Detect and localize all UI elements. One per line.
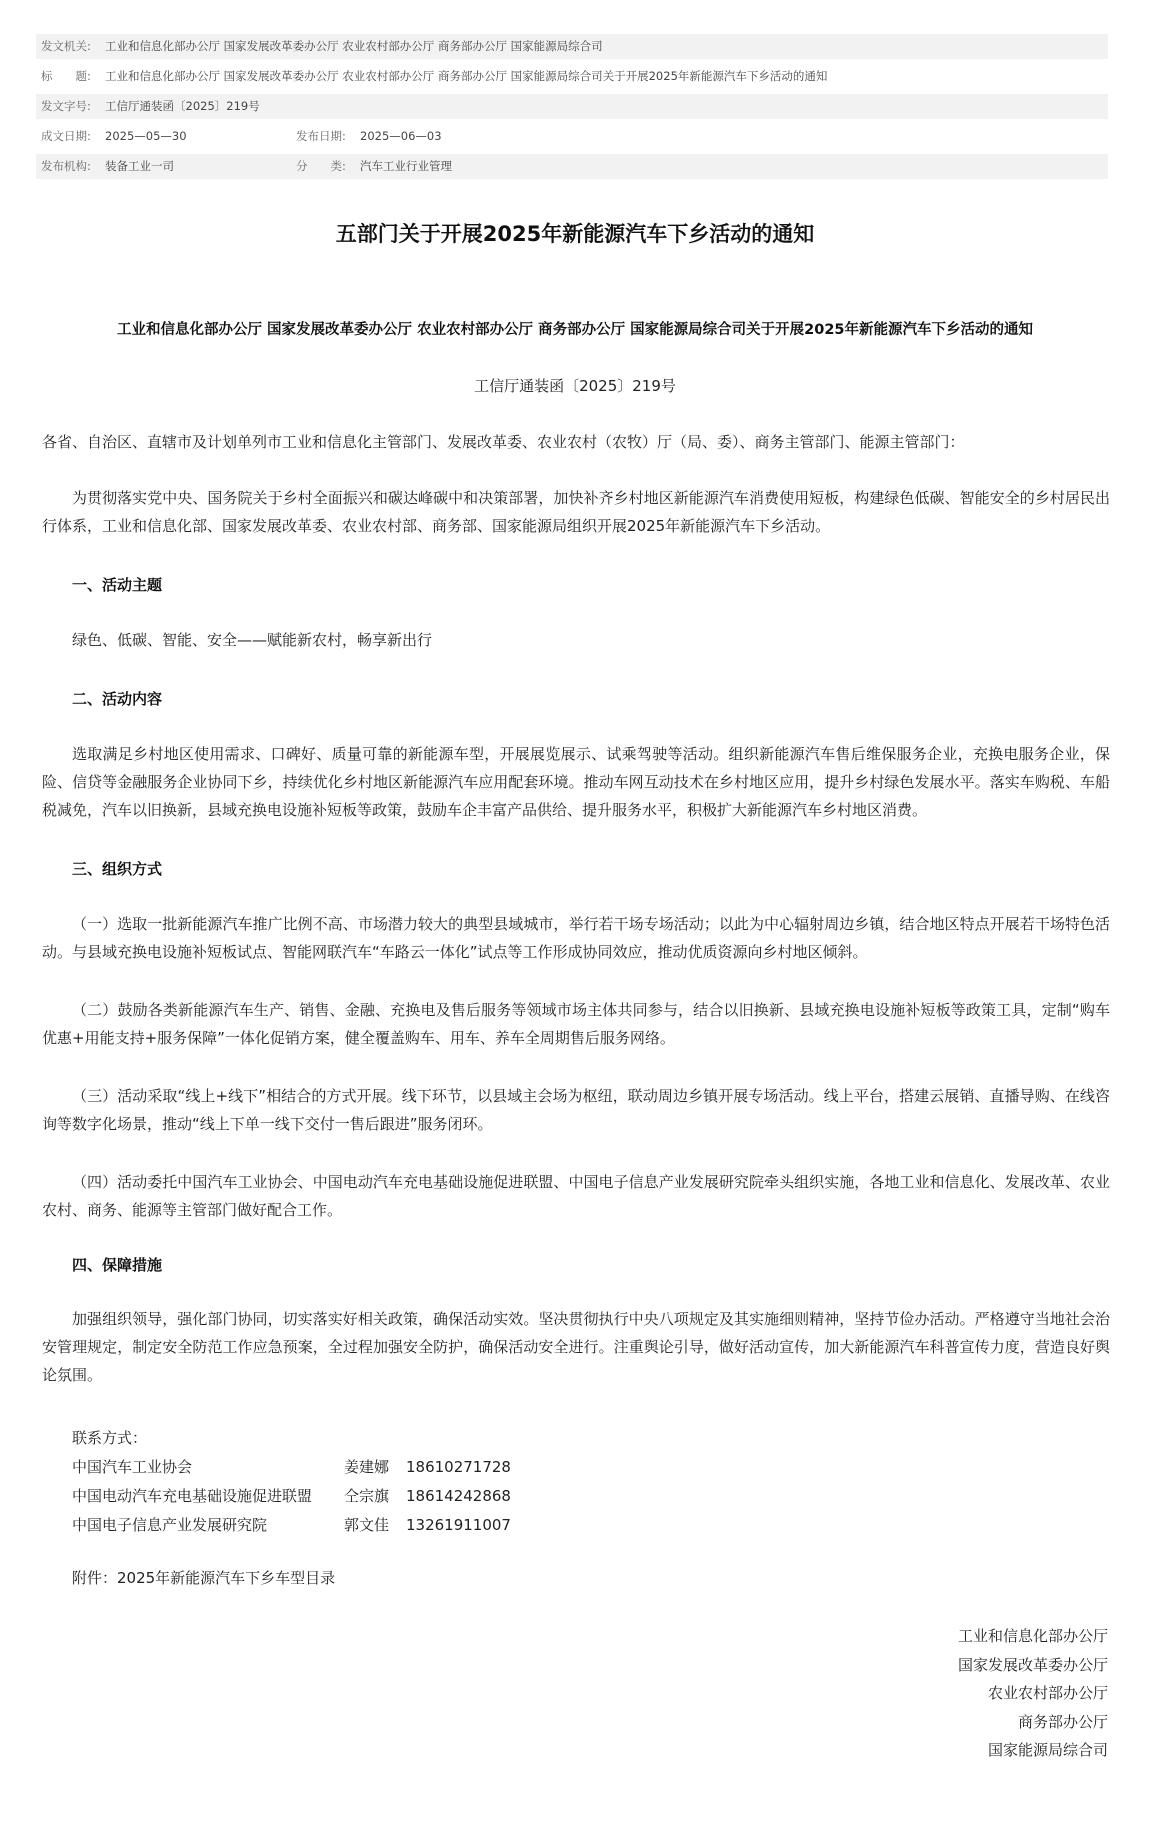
document-subtitle: 工业和信息化部办公厅 国家发展改革委办公厅 农业农村部办公厅 商务部办公厅 国家能源局综合司关于开展2025年新能源汽车下乡活动的通知: [116, 322, 1034, 338]
signatory-mofcom: 商务部办公厅: [1017, 1712, 1108, 1731]
page-title: 五部门关于开展2025年新能源汽车下乡活动的通知: [335, 222, 815, 246]
salutation: 各省、自治区、直辖市及计划单列市工业和信息化主管部门、发展改革委、农业农村（农牧）厅（局、委）、商务主管部门、能源主管部门：: [42, 433, 965, 451]
guarantee-paragraph: 加强组织领导，强化部门协同，切实落实好相关政策，确保活动实效。坚决贯彻执行中央八项规定及其实施细则精神，坚持节俭办活动。严格遵守当地社会治安管理规定，制定安全防范工作应急预案，全过程加强安全防护，确保活动安全进行。注重舆论引导，做好活动宣传，加大新能源汽车科普宣传力度，营造良好舆论氛围。: [42, 1310, 1110, 1384]
signatory-block: [958, 1622, 1108, 1765]
issuer-value: 工业和信息化部办公厅 国家发展改革委办公厅 农业农村部办公厅 商务部办公厅 国家能源局综合司: [105, 39, 603, 53]
meta-row-dates: [36, 124, 1108, 149]
organization-item-1: （一）选取一批新能源汽车推广比例不高、市场潜力较大的典型县域城市，举行若干场专场活动；以此为中心辐射周边乡镇，结合地区特点开展若干场特色活动。与县域充换电设施补短板试点、智能网联汽车“车路云一体化”试点等工作形成协同效应，推动优质资源向乡村地区倾斜。: [42, 915, 1110, 961]
publishing-org-value: 装备工业一司: [105, 159, 174, 173]
contact-phone: 18610271728: [406, 1458, 511, 1476]
contacts-block: [72, 1424, 511, 1540]
contact-org: 中国电动汽车充电基础设施促进联盟: [72, 1487, 313, 1505]
category-value: 汽车工业行业管理: [360, 159, 452, 173]
organization-item-4: （四）活动委托中国汽车工业协会、中国电动汽车充电基础设施促进联盟、中国电子信息产业发展研究院牵头组织实施，各地工业和信息化、发展改革、农业农村、商务、能源等主管部门做好配合工作。: [42, 1173, 1110, 1219]
contact-org: 中国汽车工业协会: [72, 1458, 193, 1476]
content-paragraph: 选取满足乡村地区使用需求、口碑好、质量可靠的新能源车型，开展展览展示、试乘驾驶等活动。组织新能源汽车售后维保服务企业，充换电服务企业，保险、信贷等金融服务企业协同下乡，持续优化乡村地区新能源汽车应用配套环境。推动车网互动技术在乡村地区应用，提升乡村绿色发展水平。落实车购税、车船税减免，汽车以旧换新，县域充换电设施补短板等政策，鼓励车企丰富产品供给、提升服务水平，积极扩大新能源汽车乡村地区消费。: [42, 745, 1110, 819]
contact-org: 中国电子信息产业发展研究院: [72, 1516, 268, 1534]
meta-row-docno: [36, 94, 1108, 119]
created-date-value: 2025—05—30: [105, 129, 187, 143]
contact-row: [72, 1482, 511, 1511]
category-label: 分 类:: [296, 159, 346, 173]
contact-phone: 18614242868: [406, 1487, 511, 1505]
signatory-ndrc: 国家发展改革委办公厅: [957, 1655, 1108, 1674]
contact-name: 姜建娜: [344, 1458, 390, 1476]
title-label: 标 题:: [41, 69, 91, 83]
meta-row-issuer: [36, 34, 1108, 59]
contact-row: [72, 1511, 511, 1540]
theme-paragraph: 绿色、低碳、智能、安全——赋能新农村，畅享新出行: [72, 631, 433, 649]
signatory-nea: 国家能源局综合司: [987, 1741, 1108, 1759]
docno-value: 工信厅通装函〔2025〕219号: [105, 99, 260, 113]
signatory-miit: 工业和信息化部办公厅: [957, 1627, 1108, 1645]
section-heading-organization: 三、组织方式: [72, 860, 163, 878]
contact-phone: 13261911007: [406, 1516, 511, 1534]
section-heading-content: 二、活动内容: [72, 690, 163, 708]
meta-row-org: [36, 154, 1108, 179]
section-heading-theme: 一、活动主题: [72, 576, 163, 594]
document-number: 工信厅通装函〔2025〕219号: [474, 377, 676, 395]
organization-item-2: （二）鼓励各类新能源汽车生产、销售、金融、充换电及售后服务等领域市场主体共同参与，结合以旧换新、县域充换电设施补短板等政策工具，定制“购车优惠+用能支持+服务保障”一体化促销方案，健全覆盖购车、用车、养车全周期售后服务网络。: [42, 1001, 1110, 1047]
contacts-label: 联系方式：: [72, 1429, 148, 1447]
published-date-value: 2025—06—03: [360, 129, 442, 143]
title-value: 工业和信息化部办公厅 国家发展改革委办公厅 农业农村部办公厅 商务部办公厅 国家能源局综合司关于开展2025年新能源汽车下乡活动的通知: [105, 69, 828, 83]
contact-name: 郭文佳: [344, 1516, 390, 1534]
organization-item-3: （三）活动采取“线上+线下”相结合的方式开展。线下环节，以县域主会场为枢纽，联动周边乡镇开展专场活动。线上平台，搭建云展销、直播导购、在线咨询等数字化场景，推动“线上下单一线下交付一售后跟进”服务闭环。: [42, 1087, 1110, 1133]
publishing-org-label: 发布机构:: [41, 159, 91, 173]
signatory-moa: 农业农村部办公厅: [987, 1684, 1108, 1702]
attachment-note: 附件：2025年新能源汽车下乡车型目录: [72, 1569, 336, 1587]
docno-label: 发文字号:: [41, 99, 91, 113]
created-date-label: 成文日期:: [41, 129, 91, 143]
metadata-table: [36, 34, 1108, 184]
contact-name: 仝宗旗: [344, 1487, 390, 1505]
published-date-label: 发布日期:: [296, 129, 346, 143]
contact-row: [72, 1453, 511, 1482]
issuer-label: 发文机关:: [41, 39, 91, 53]
meta-row-title: [36, 64, 1108, 89]
section-heading-guarantee: 四、保障措施: [72, 1256, 163, 1274]
intro-paragraph: 为贯彻落实党中央、国务院关于乡村全面振兴和碳达峰碳中和决策部署，加快补齐乡村地区新能源汽车消费使用短板，构建绿色低碳、智能安全的乡村居民出行体系，工业和信息化部、国家发展改革委、农业农村部、商务部、国家能源局组织开展2025年新能源汽车下乡活动。: [42, 489, 1110, 535]
